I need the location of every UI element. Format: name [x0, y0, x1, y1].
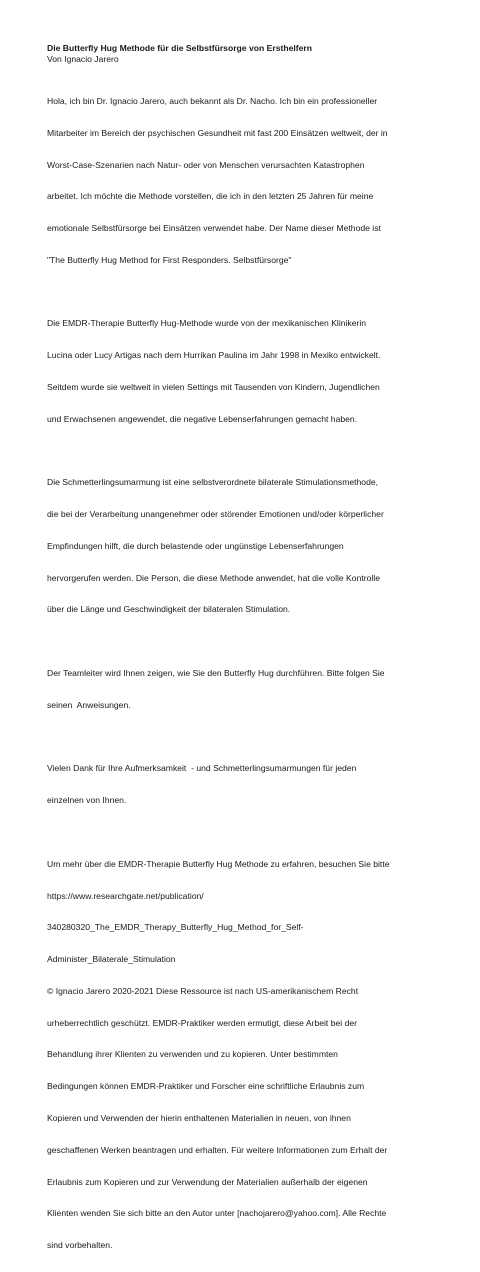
paragraph-intro [47, 75, 439, 287]
text-line: Der Teamleiter wird Ihnen zeigen, wie Sie den Butterfly Hug durchführen. Bitte folgen Sie [47, 668, 385, 679]
text-line: Kopieren und Verwenden der hierin enthaltenen Materialien in neuen, von ihnen [47, 1112, 351, 1123]
text-line: Vielen Dank für Ihre Aufmerksamkeit - und Schmetterlingsumarmungen für jeden [47, 763, 357, 774]
link-url-line[interactable]: Administer_Bilaterale_Stimulation [47, 954, 176, 965]
text-line: Die Schmetterlingsumarmung ist eine selbstverordnete bilaterale Stimulationsmethode, [47, 477, 379, 488]
text-line: über die Länge und Geschwindigkeit der bilateralen Stimulation. [47, 604, 291, 615]
document-author: Von Ignacio Jarero [47, 53, 119, 64]
text-line: Empfindungen hilft, die durch belastende oder ungünstige Lebenserfahrungen [47, 540, 344, 551]
text-line: Lucina oder Lucy Artigas nach dem Hurrikan Paulina im Jahr 1998 in Mexiko entwickelt. [47, 350, 381, 361]
text-line: sind vorbehalten. [47, 1240, 113, 1251]
text-line: arbeitet. Ich möchte die Methode vorstellen, die ich in den letzten 25 Jahren für meine [47, 191, 374, 202]
text-line: Behandlung ihrer Klienten zu verwenden und zu kopieren. Unter bestimmten [47, 1049, 338, 1060]
paragraph-copyright [47, 838, 439, 1272]
text-line: und Erwachsenen angewendet, die negative Lebenserfahrungen gemacht haben. [47, 413, 358, 424]
text-line: Hola, ich bin Dr. Ignacio Jarero, auch bekannt als Dr. Nacho. Ich bin ein professioneller [47, 95, 378, 106]
text-line: seinen Anweisungen. [47, 699, 131, 710]
paragraph-description [47, 456, 439, 636]
link-url-line[interactable]: 340280320_The_EMDR_Therapy_Butterfly_Hug_Method_for_Self- [47, 922, 304, 933]
copyright-line: © Ignacio Jarero 2020-2021 Diese Ressource ist nach US-amerikanischem Recht [47, 985, 359, 996]
text-line: "The Butterfly Hug Method for First Responders. Selbstfürsorge" [47, 254, 292, 265]
text-line: die bei der Verarbeitung unangenehmer oder störender Emotionen und/oder körperlicher [47, 509, 384, 520]
text-line: einzelnen von Ihnen. [47, 795, 127, 806]
paragraph-history [47, 297, 439, 445]
paragraph-instructions [47, 647, 439, 732]
text-line: Um mehr über die EMDR-Therapie Butterfly Hug Methode zu erfahren, besuchen Sie bitte [47, 858, 390, 869]
text-line: Klienten wenden Sie sich bitte an den Autor unter [nachojarero@yahoo.com]. Alle Rechte [47, 1208, 387, 1219]
text-line: geschaffenen Werken beantragen und erhalten. Für weitere Informationen zum Erhalt der [47, 1144, 388, 1155]
text-line: emotionale Selbstfürsorge bei Einsätzen verwendet habe. Der Name dieser Methode ist [47, 223, 381, 234]
text-line: Seitdem wurde sie weltweit in vielen Settings mit Tausenden von Kindern, Jugendlichen [47, 382, 380, 392]
paragraph-thanks [47, 742, 439, 827]
text-line: hervorgerufen werden. Die Person, die diese Methode anwendet, hat die volle Kontrolle [47, 572, 380, 583]
document-title: Die Butterfly Hug Methode für die Selbstfürsorge von Ersthelfern [47, 43, 313, 53]
text-line: Mitarbeiter im Bereich der psychischen Gesundheit mit fast 200 Einsätzen weltweit, der in [47, 127, 388, 138]
text-line: Die EMDR-Therapie Butterfly Hug-Methode wurde von der mexikanischen Klinikerin [47, 318, 367, 329]
text-line: Worst-Case-Szenarien nach Natur- oder von Menschen verursachten Katastrophen [47, 159, 365, 170]
document-body [47, 43, 439, 1272]
text-line: urheberrechtlich geschützt. EMDR-Praktiker werden ermutigt, diese Arbeit bei der [47, 1017, 357, 1028]
text-line: Bedingungen können EMDR-Praktiker und Forscher eine schriftliche Erlaubnis zum [47, 1081, 365, 1092]
link-url-line[interactable]: https://www.researchgate.net/publication/ [47, 890, 204, 901]
text-line: Erlaubnis zum Kopieren und zur Verwendung der Materialien außerhalb der eigenen [47, 1176, 368, 1187]
